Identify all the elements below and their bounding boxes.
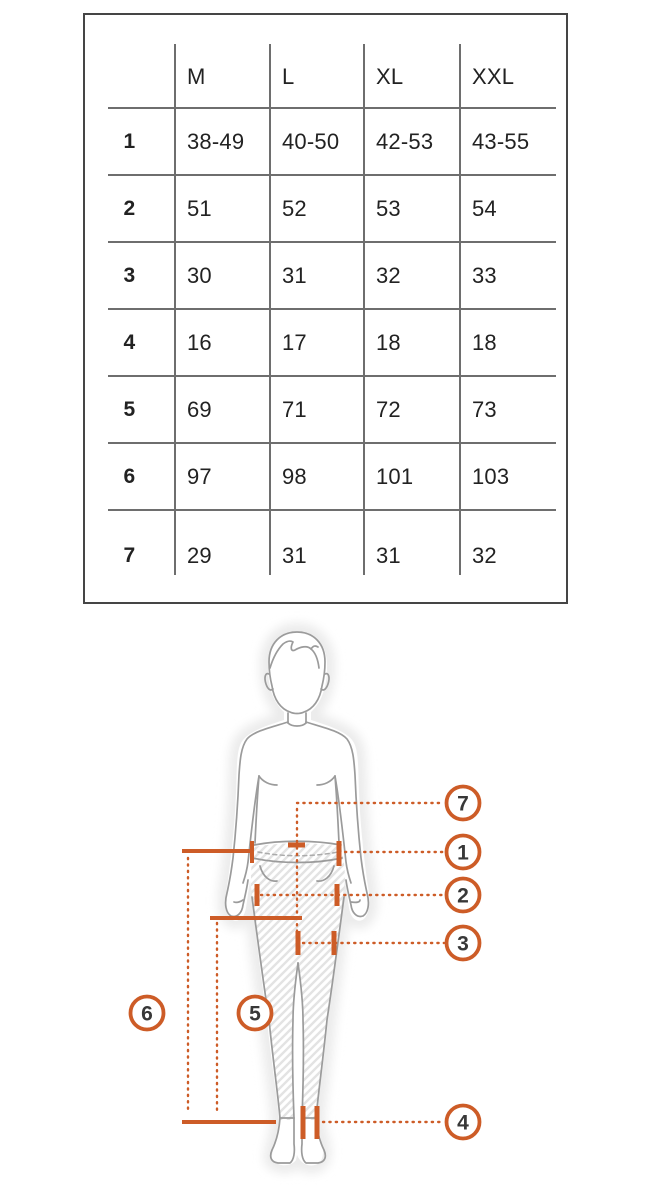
table-cell: 101 bbox=[376, 463, 414, 489]
column-header: M bbox=[187, 63, 206, 89]
marker-number: 3 bbox=[457, 932, 469, 956]
column-header: XL bbox=[376, 63, 404, 89]
marker-number: 5 bbox=[249, 1002, 261, 1026]
row-label: 5 bbox=[123, 397, 136, 421]
table-cell: 31 bbox=[282, 262, 307, 288]
table-cell: 52 bbox=[282, 195, 307, 221]
table-cell: 98 bbox=[282, 463, 307, 489]
table-cell: 16 bbox=[187, 329, 212, 355]
marker-number: 6 bbox=[141, 1002, 153, 1026]
table-cell: 33 bbox=[472, 262, 497, 288]
table-cell: 30 bbox=[187, 262, 212, 288]
row-label: 3 bbox=[123, 263, 136, 287]
table-cell: 71 bbox=[282, 396, 307, 422]
table-cell: 42-53 bbox=[376, 128, 434, 154]
table-cell: 72 bbox=[376, 396, 401, 422]
table-cell: 38-49 bbox=[187, 128, 245, 154]
row-label: 2 bbox=[123, 196, 136, 220]
marker-circle-4 bbox=[447, 1106, 480, 1139]
row-label: 1 bbox=[123, 129, 136, 153]
table-cell: 103 bbox=[472, 463, 510, 489]
row-label: 4 bbox=[123, 330, 136, 354]
table-cell: 31 bbox=[282, 543, 307, 568]
table-cell: 73 bbox=[472, 396, 497, 422]
table-cell: 97 bbox=[187, 463, 212, 489]
table-cell: 31 bbox=[376, 543, 401, 568]
marker-number: 7 bbox=[457, 792, 469, 816]
table-cell: 18 bbox=[472, 329, 497, 355]
column-header: L bbox=[282, 63, 295, 89]
table-cell: 69 bbox=[187, 396, 212, 422]
table-cell: 40-50 bbox=[282, 128, 340, 154]
table-cell: 29 bbox=[187, 543, 212, 568]
table-cell: 17 bbox=[282, 329, 307, 355]
table-cell: 18 bbox=[376, 329, 401, 355]
marker-circle-5 bbox=[239, 997, 272, 1030]
marker-number: 4 bbox=[457, 1111, 469, 1135]
table-cell: 53 bbox=[376, 195, 401, 221]
table-cell: 43-55 bbox=[472, 128, 530, 154]
table-cell: 51 bbox=[187, 195, 212, 221]
table-cell: 32 bbox=[376, 262, 401, 288]
marker-number: 2 bbox=[457, 884, 469, 908]
table-cell: 54 bbox=[472, 195, 497, 221]
marker-circle-1 bbox=[447, 836, 480, 869]
marker-circle-3 bbox=[447, 927, 480, 960]
row-label: 6 bbox=[123, 464, 136, 488]
marker-circle-7 bbox=[447, 787, 480, 820]
marker-number: 1 bbox=[457, 841, 469, 865]
row-label: 7 bbox=[123, 544, 136, 567]
table-cell: 32 bbox=[472, 543, 497, 568]
marker-circle-6 bbox=[131, 997, 164, 1030]
marker-circle-2 bbox=[447, 879, 480, 912]
column-header: XXL bbox=[472, 63, 515, 89]
